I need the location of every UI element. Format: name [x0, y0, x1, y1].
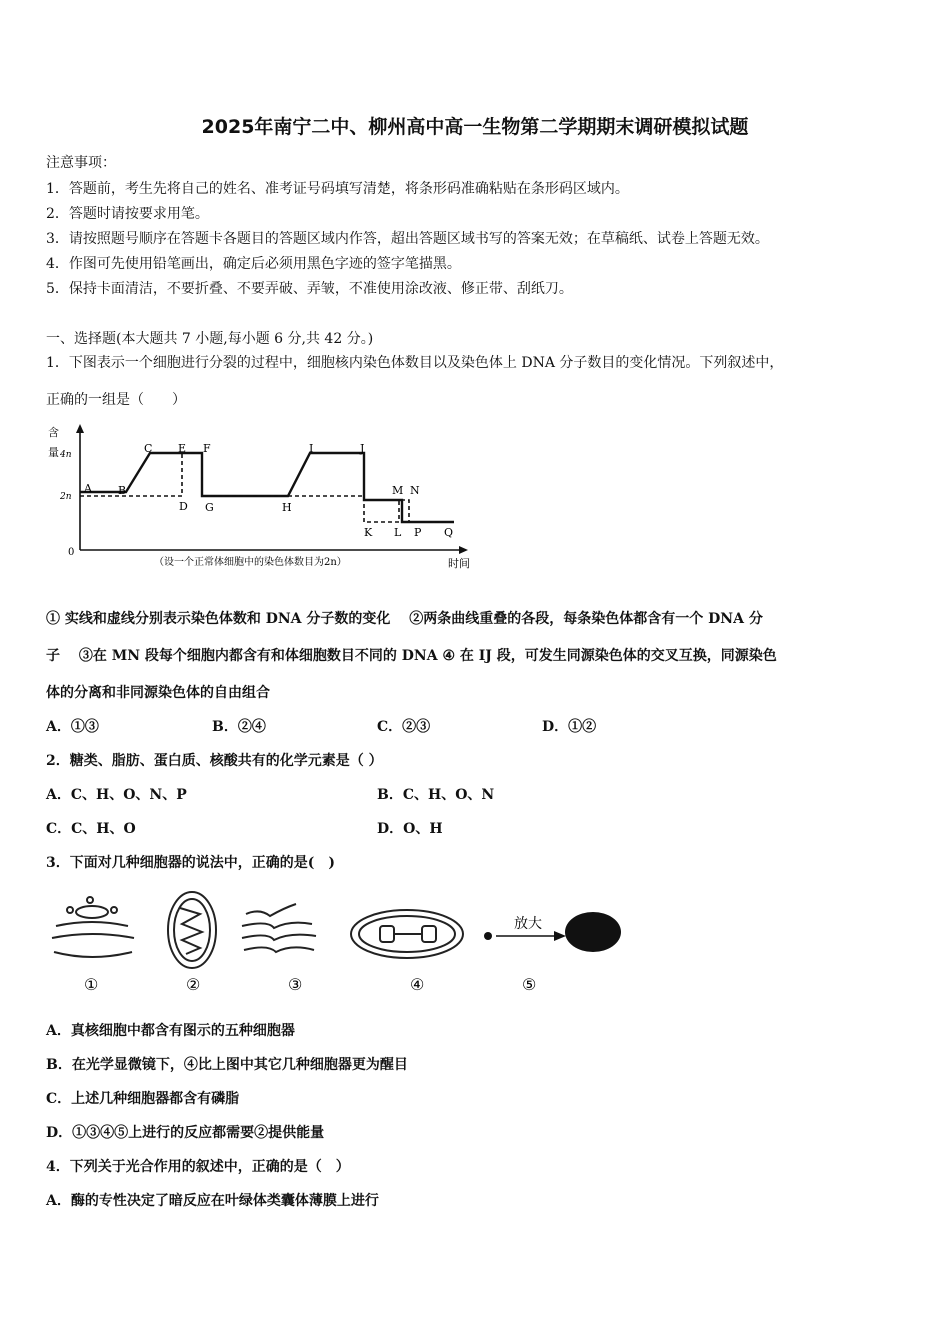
q2-option-a[interactable]: A．C、H、O、N、P	[46, 787, 187, 803]
point-label: A	[84, 482, 92, 495]
chloroplast-icon	[351, 910, 463, 958]
ylabel-top: 含	[48, 426, 59, 439]
point-label: Q	[444, 526, 454, 539]
q1-option-a[interactable]: A．①③	[46, 719, 99, 735]
tick-2n: 2n	[60, 492, 72, 502]
point-label: M	[392, 484, 404, 497]
q2-option-c[interactable]: C．C、H、O	[46, 821, 136, 837]
q2-option-b[interactable]: B．C、H、O、N	[377, 787, 495, 803]
point-label: C	[144, 442, 153, 455]
point-label: H	[282, 501, 292, 514]
point-label: F	[203, 442, 211, 455]
notice-item: 3．请按照题号顺序在答题卡各题目的答题区域内作答，超出答题区域书写的答案无效；在草稿纸、试卷上答题无效。	[46, 231, 769, 247]
magnify-label: 放大	[514, 916, 542, 932]
point-label: B	[118, 484, 127, 497]
point-label: P	[414, 526, 422, 539]
notice-item: 5．保持卡面清洁，不要折叠、不要弄破、弄皱，不准使用涂改液、修正带、刮纸刀。	[46, 281, 573, 297]
graph-note: （设一个正常体细胞中的染色体数目为2n）	[154, 557, 347, 568]
q4-stem: 4．下列关于光合作用的叙述中，正确的是（ ）	[46, 1159, 350, 1175]
q3-option-a[interactable]: A．真核细胞中都含有图示的五种细胞器	[46, 1023, 295, 1039]
endoplasmic-reticulum-icon	[242, 904, 316, 952]
point-label: L	[394, 526, 402, 539]
q1-option-b[interactable]: B．②④	[212, 719, 266, 735]
point-label: J	[360, 442, 365, 455]
notice-item: 2．答题时请按要求用笔。	[46, 206, 209, 222]
point-label: N	[410, 484, 420, 497]
ylabel-bottom: 量	[48, 446, 59, 459]
q1-statements-cont: 子 ③在 MN 段每个细胞内都含有和体细胞数目不同的 DNA ④ 在 IJ 段，可发生同源染色体的交叉互换，同源染色	[46, 648, 777, 664]
q3-option-c[interactable]: C．上述几种细胞器都含有磷脂	[46, 1091, 240, 1107]
magnify-arrow-head	[554, 931, 566, 941]
origin-label: 0	[68, 547, 75, 558]
q1-option-d[interactable]: D．①②	[542, 719, 597, 735]
organelle-label: ④	[410, 975, 425, 994]
q3-option-d[interactable]: D．①③④⑤上进行的反应都需要②提供能量	[46, 1125, 325, 1141]
q2-option-d[interactable]: D．O、H	[377, 821, 443, 837]
page-title: 2025年南宁二中、柳州高中高一生物第二学期期末调研模拟试题	[201, 116, 749, 138]
y-axis-arrow	[76, 424, 84, 433]
q4-option-a[interactable]: A．酶的专性决定了暗反应在叶绿体类囊体薄膜上进行	[46, 1193, 379, 1209]
point-label: G	[205, 501, 214, 514]
notice-item: 1．答题前，考生先将自己的姓名、准考证号码填写清楚，将条形码准确粘贴在条形码区域内。	[46, 181, 629, 197]
point-label: E	[178, 442, 187, 455]
point-label: D	[179, 500, 188, 513]
x-axis-arrow	[459, 546, 468, 554]
organelle-label: ⑤	[522, 975, 537, 994]
q3-stem: 3．下面对几种细胞器的说法中，正确的是( )	[46, 855, 335, 871]
q1-statements: ① 实线和虚线分别表示染色体数和 DNA 分子数的变化 ②两条曲线重叠的各段，每条染色体都含有一个 DNA 分	[46, 611, 763, 627]
q1-statements-cont: 体的分离和非同源染色体的自由组合	[46, 685, 270, 701]
q2-stem: 2．糖类、脂肪、蛋白质、核酸共有的化学元素是（ ）	[46, 753, 383, 769]
xlabel: 时间	[448, 557, 470, 570]
mitochondrion-icon	[168, 892, 216, 968]
notice-item: 4．作图可先使用铅笔画出，确定后必须用黑色字迹的签字笔描黑。	[46, 256, 461, 272]
section-heading: 一、选择题(本大题共 7 小题,每小题 6 分,共 42 分。)	[46, 331, 374, 347]
q3-option-b[interactable]: B．在光学显微镜下，④比上图中其它几种细胞器更为醒目	[46, 1057, 408, 1073]
ribosome-small-icon	[484, 932, 492, 940]
notice-heading: 注意事项：	[46, 155, 116, 171]
q1-option-c[interactable]: C．②③	[377, 719, 431, 735]
q1-chromosome-dna-graph	[44, 422, 484, 574]
tick-4n: 4n	[60, 450, 72, 460]
point-label: I	[309, 442, 314, 455]
q1-stem-cont: 正确的一组是（ ）	[46, 392, 186, 408]
q1-stem: 1．下图表示一个细胞进行分裂的过程中，细胞核内染色体数目以及染色体上 DNA 分子数目的变化情况。下列叙述中，	[46, 355, 784, 371]
ribosome-large-icon	[565, 912, 621, 952]
golgi-icon	[52, 897, 134, 957]
organelle-label: ②	[186, 975, 201, 994]
q3-organelles-figure	[44, 880, 634, 1000]
point-label: K	[364, 526, 373, 539]
organelle-label: ①	[84, 975, 99, 994]
organelle-label: ③	[288, 975, 303, 994]
